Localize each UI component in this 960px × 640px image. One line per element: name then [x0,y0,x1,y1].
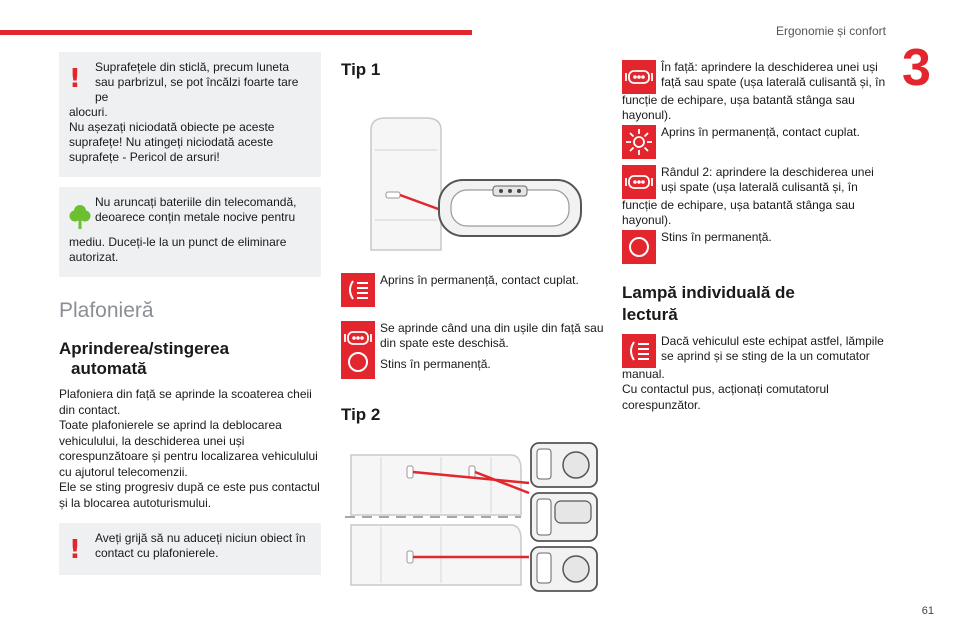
light-beam-icon [341,273,375,307]
chapter-number: 3 [902,39,931,97]
tip2-item-text-cont: funcție de echipare, ușa batantă stânga sau hayonul). [622,93,855,122]
warning-text: Aveți grijă să nu aduceți niciun obiect în contact cu plafonierele. [95,531,306,560]
tip1-item-3 [341,345,604,379]
warning-text-2: Nu așezați niciodată obiecte pe aceste suprafețe! Nu atingeți niciodată aceste suprafețe - Pericol de arsuri! [69,120,275,164]
warning-exclamation-icon: ! [69,535,81,565]
section-title: Plafonieră [59,299,154,322]
warning-box-objects [59,523,321,575]
tip2-item-text: În față: aprindere la deschiderea unei uși față sau spate (ușa laterală culisantă și, în [661,60,886,89]
warning-text-cont: alocuri. [69,105,108,119]
header-title: Ergonomie și confort [775,24,886,38]
subtitle-line-2: automată [71,359,147,378]
tip1-title: Tip 1 [341,60,381,79]
reading-lamp-text: Dacă vehiculul este echipat astfel, lămpile se aprind și se sting de la un comutator [661,334,884,363]
reading-lamp-text-cont: manual. [622,367,665,381]
warning-exclamation-icon: ! [69,64,81,94]
off-circle-icon [341,345,375,379]
tree-eco-icon [69,195,95,235]
tip2-item-text-cont: funcție de echipare, ușa batantă stânga sau hayonul). [622,198,855,227]
door-icon [622,165,656,199]
tip2-item-text: Stins în permanență. [661,230,772,244]
eco-text-cont: mediu. Duceți-le la un punct de eliminare autorizat. [69,235,287,264]
tip1-illustration [341,90,604,265]
paragraph-3: Ele se sting progresiv după ce este pus contactul și la blocarea autoturismului. [59,480,320,510]
reading-lamp-text-2: Cu contactul pus, acționați comutatorul corespunzător. [622,382,829,412]
subtitle-line-1: Aprinderea/stingerea [59,339,230,358]
column-right [622,52,887,413]
column-left [59,52,321,585]
tip2-item-3 [622,165,887,199]
tip2-item-1 [622,60,887,94]
tip1-item-text: Se aprinde când una din ușile din față sau din spate este deschisă. [380,321,604,350]
reading-lamp-title-line-1: Lampă individuală de [622,283,795,302]
tip2-item-text: Rândul 2: aprindere la deschiderea unei uși spate (ușa laterală culisantă și, în [661,165,874,194]
off-circle-icon [622,230,656,264]
tip1-item-text: Aprins în permanență, contact cuplat. [380,273,579,287]
eco-box-batteries [59,187,321,277]
paragraph-1: Plafoniera din față se aprinde la scoaterea cheii din contact. [59,387,312,417]
warning-text: Suprafețele din sticlă, precum luneta sau parbrizul, se pot încălzi foarte tare pe [95,60,299,104]
subtitle [59,339,321,379]
reading-lamp-item [622,334,887,368]
paragraph-2: Toate plafonierele se aprind la deblocarea vehiculului, la deschiderea unei uși corespunzătoare și pentru localizarea vehiculului cu ajutorul telecomenzii. [59,418,318,479]
header-accent-bar [0,30,472,35]
reading-lamp-title-line-2: lectură [622,305,678,324]
eco-text: Nu aruncați bateriile din telecomandă, deoarece conțin metale nocive pentru [95,195,297,224]
door-icon [622,60,656,94]
tip1-item-text: Stins în permanență. [380,357,491,371]
tip2-item-text: Aprins în permanență, contact cuplat. [661,125,860,139]
tip2-item-2 [622,125,887,159]
warning-box-hot-glass [59,52,321,177]
light-beam-icon [622,334,656,368]
column-middle [341,52,604,600]
reading-lamp-title [622,282,887,326]
page-number: 61 [921,605,934,617]
sun-icon [622,125,656,159]
tip2-title: Tip 2 [341,405,381,424]
tip2-illustration [341,435,604,600]
tip1-item-1 [341,273,604,307]
tip2-item-4 [622,230,887,264]
